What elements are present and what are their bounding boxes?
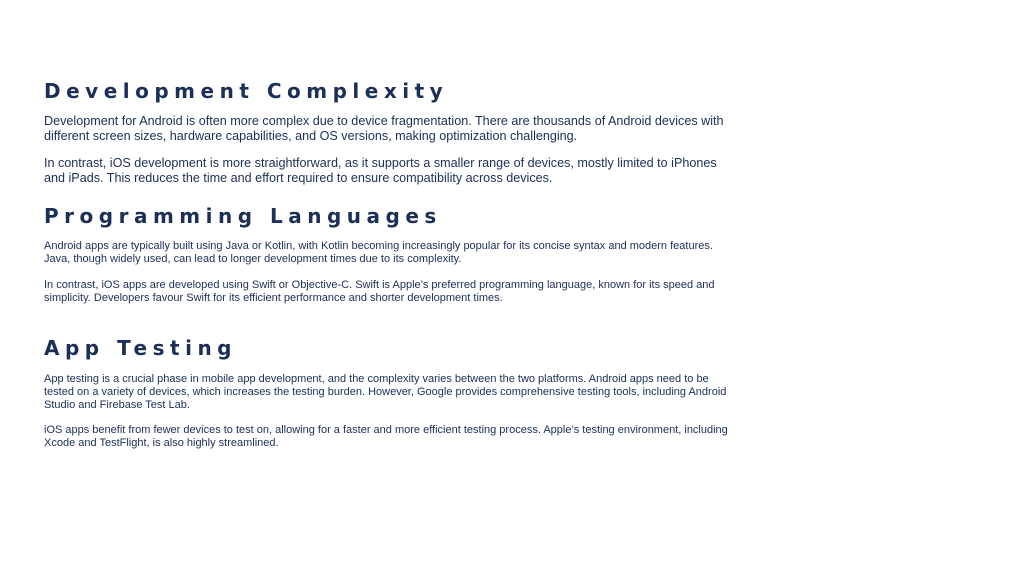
section-heading: App Testing — [44, 336, 237, 360]
section-programming-languages — [44, 204, 715, 304]
section-paragraph: Android apps are typically built using Java or Kotlin, with Kotlin becoming increasingly popular for its concise syntax and modern features. Java, though widely used, can lead to longer development times due to its complexity. — [44, 240, 713, 265]
section-development-complexity — [44, 79, 724, 185]
section-app-testing — [44, 336, 728, 449]
section-paragraph: In contrast, iOS apps are developed using Swift or Objective-C. Swift is Apple’s preferred programming language, known for its speed and simplicity. Developers favour Swift for its efficient performance and shorter development times. — [44, 279, 715, 304]
section-paragraph: Development for Android is often more complex due to device fragmentation. There are thousands of Android devices with different screen sizes, hardware capabilities, and OS versions, making optimization challenging. — [44, 114, 724, 143]
section-paragraph: iOS apps benefit from fewer devices to test on, allowing for a faster and more efficient testing process. Apple’s testing environment, including Xcode and TestFlight, is also highly streamlined. — [44, 424, 728, 449]
section-paragraph: App testing is a crucial phase in mobile app development, and the complexity varies between the two platforms. Android apps need to be tested on a variety of devices, which increases the testing burden. However, Google provides comprehensive testing tools, including Android Studio and Firebase Test Lab. — [44, 373, 727, 411]
section-heading: Programming Languages — [44, 204, 442, 228]
section-heading: Development Complexity — [44, 79, 449, 103]
section-paragraph: In contrast, iOS development is more straightforward, as it supports a smaller range of devices, mostly limited to iPhones and iPads. This reduces the time and effort required to ensure compatibility across devices. — [44, 156, 717, 185]
